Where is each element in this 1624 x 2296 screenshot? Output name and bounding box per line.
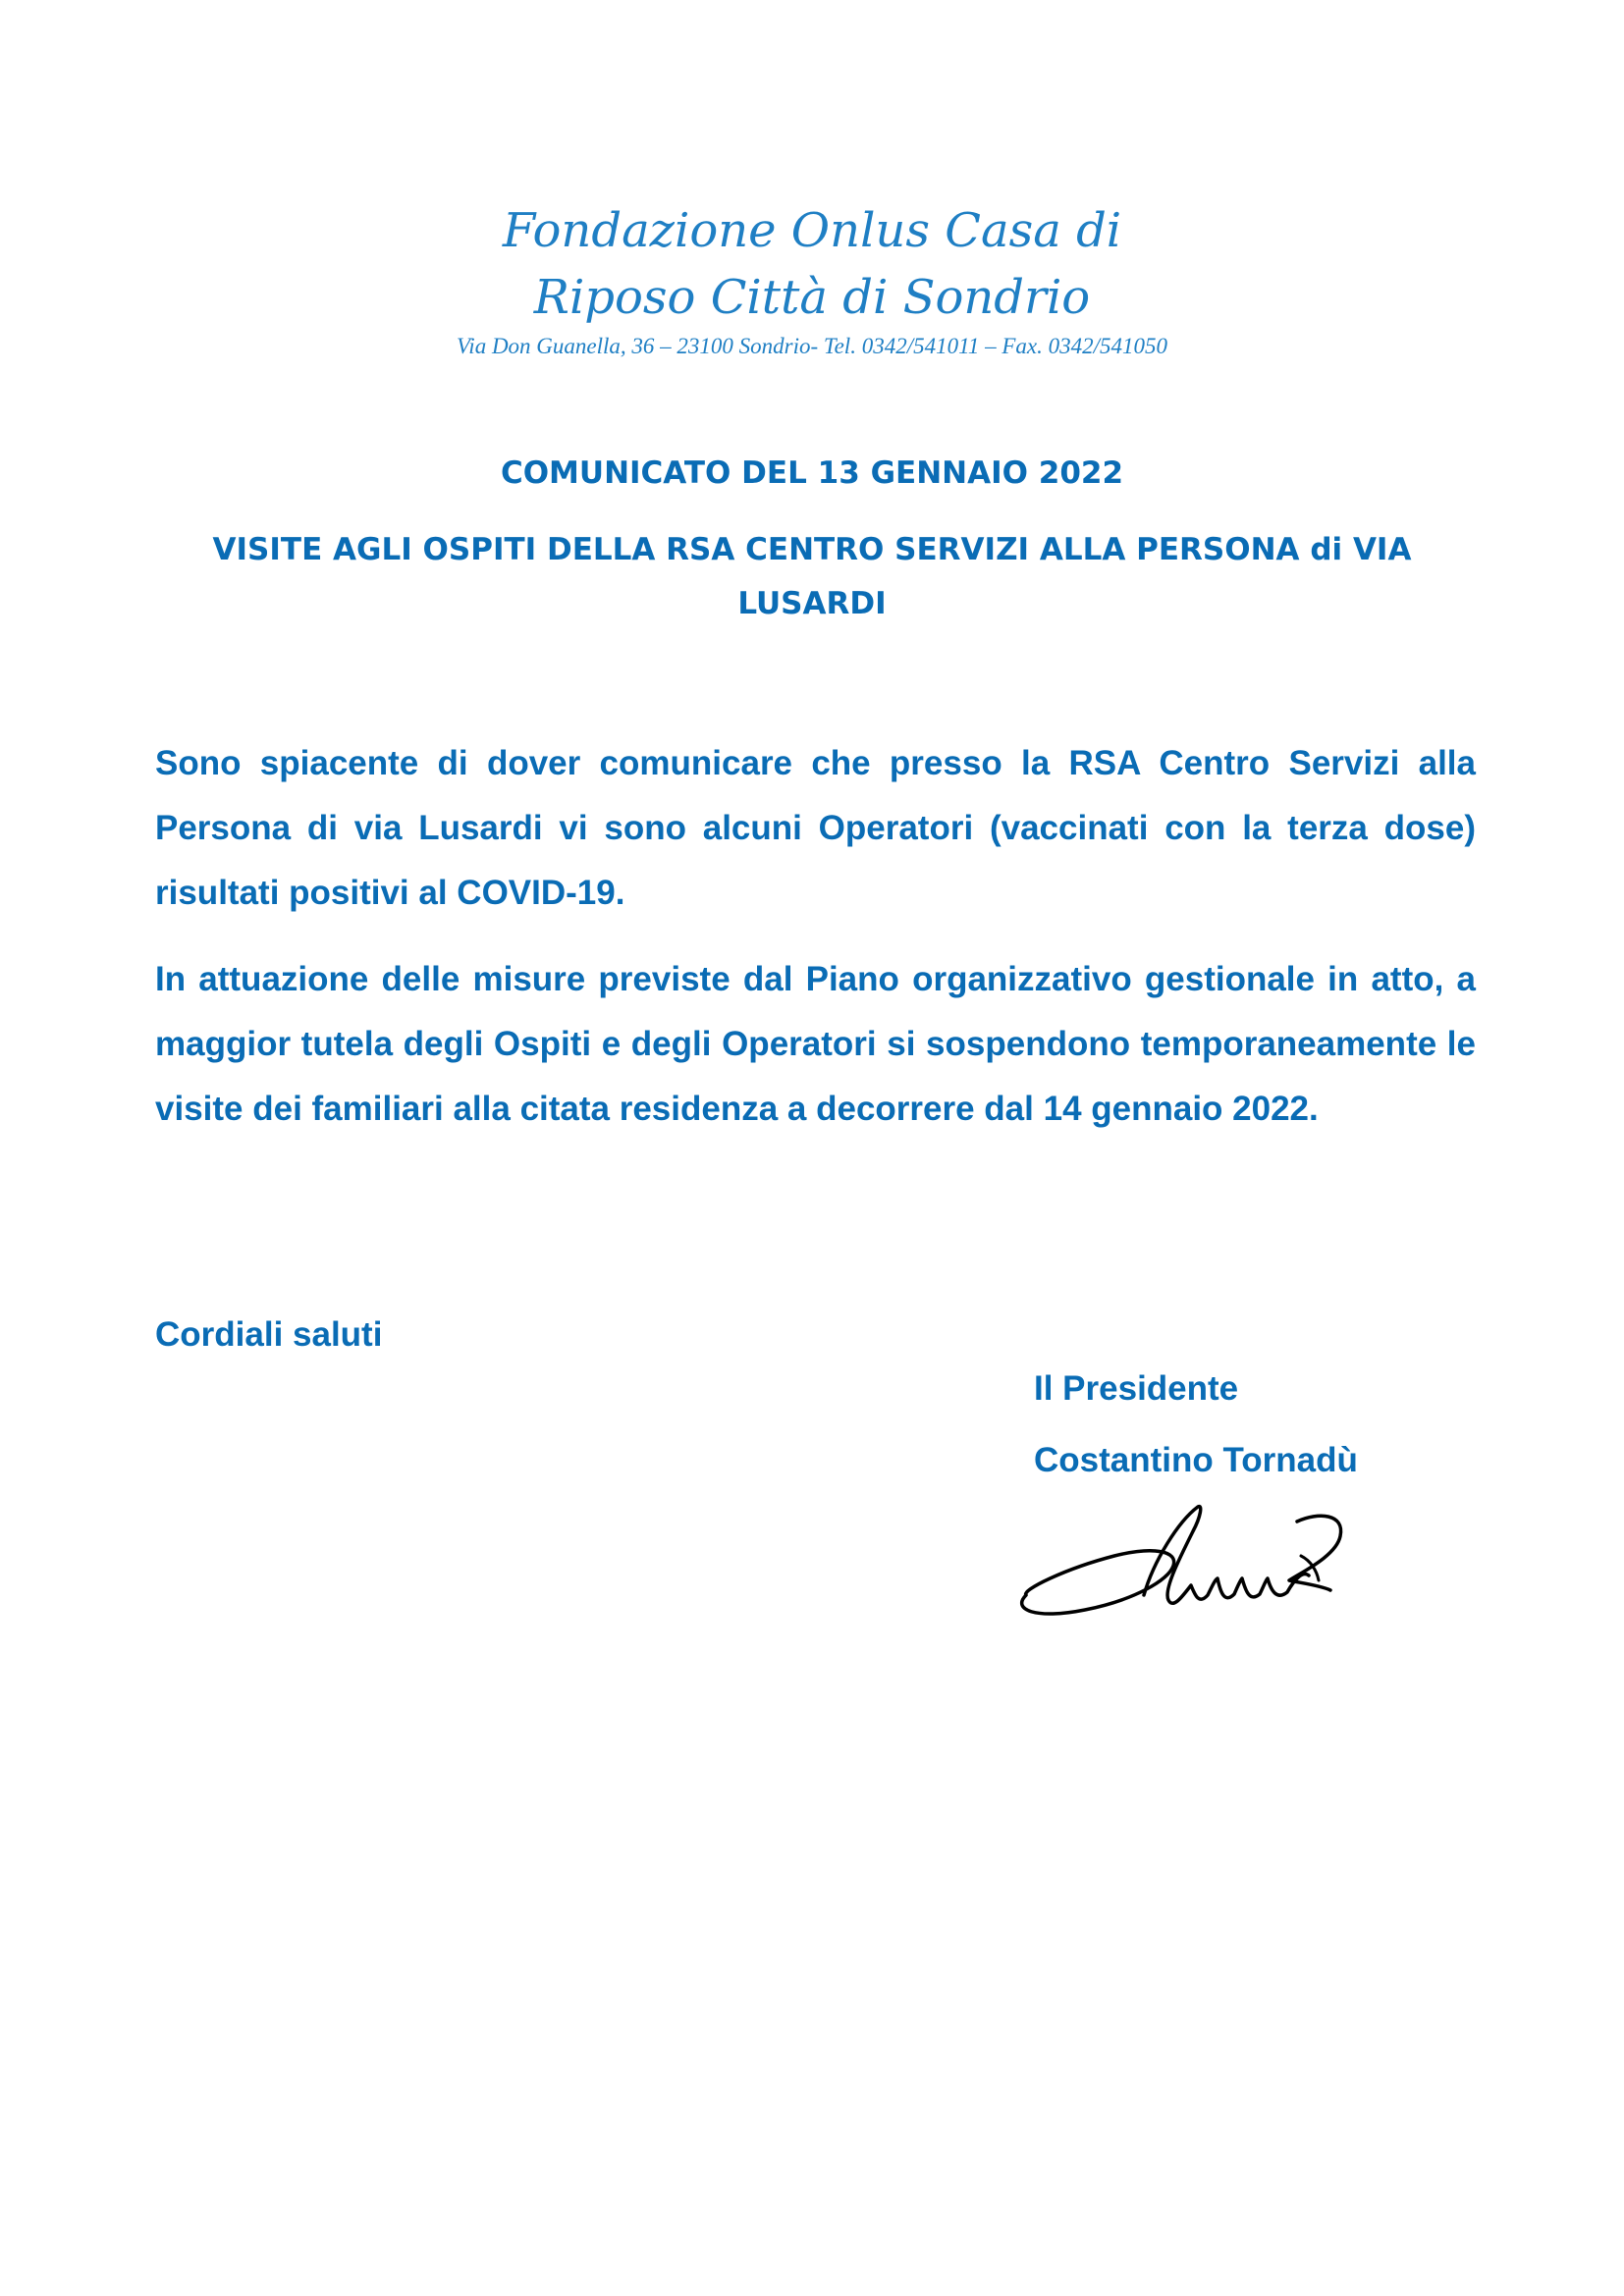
- notice-subtitle: VISITE AGLI OSPITI DELLA RSA CENTRO SERVIZI ALLA PERSONA di VIA LUSARDI: [212, 532, 1412, 621]
- closing-greeting: Cordiali saluti: [155, 1315, 383, 1354]
- letterhead-name-line1: Fondazione Onlus Casa di: [502, 203, 1122, 258]
- signatory-role: Il Presidente: [1034, 1369, 1239, 1408]
- letterhead-name-line2: Riposo Città di Sondrio: [533, 270, 1091, 325]
- signatory-name: Costantino Tornadù: [1034, 1441, 1358, 1479]
- body-paragraph-1: Sono spiacente di dover comunicare che presso la RSA Centro Servizi alla Persona di via Lusardi vi sono alcuni Operatori (vaccinati con la terza dose) risultati positivi al COVID-19.: [155, 744, 1476, 912]
- letterhead-address: Via Don Guanella, 36 – 23100 Sondrio- Tel. 0342/541011 – Fax. 0342/541050: [456, 334, 1168, 358]
- handwritten-signature: [1006, 1502, 1360, 1629]
- notice-title: COMUNICATO DEL 13 GENNAIO 2022: [500, 455, 1124, 491]
- body-paragraph-2: In attuazione delle misure previste dal Piano organizzativo gestionale in atto, a maggior tutela degli Ospiti e degli Operatori si sospendono temporaneamente le visite dei familiari alla citata residenza a decorrere dal 14 gennaio 2022.: [155, 960, 1476, 1128]
